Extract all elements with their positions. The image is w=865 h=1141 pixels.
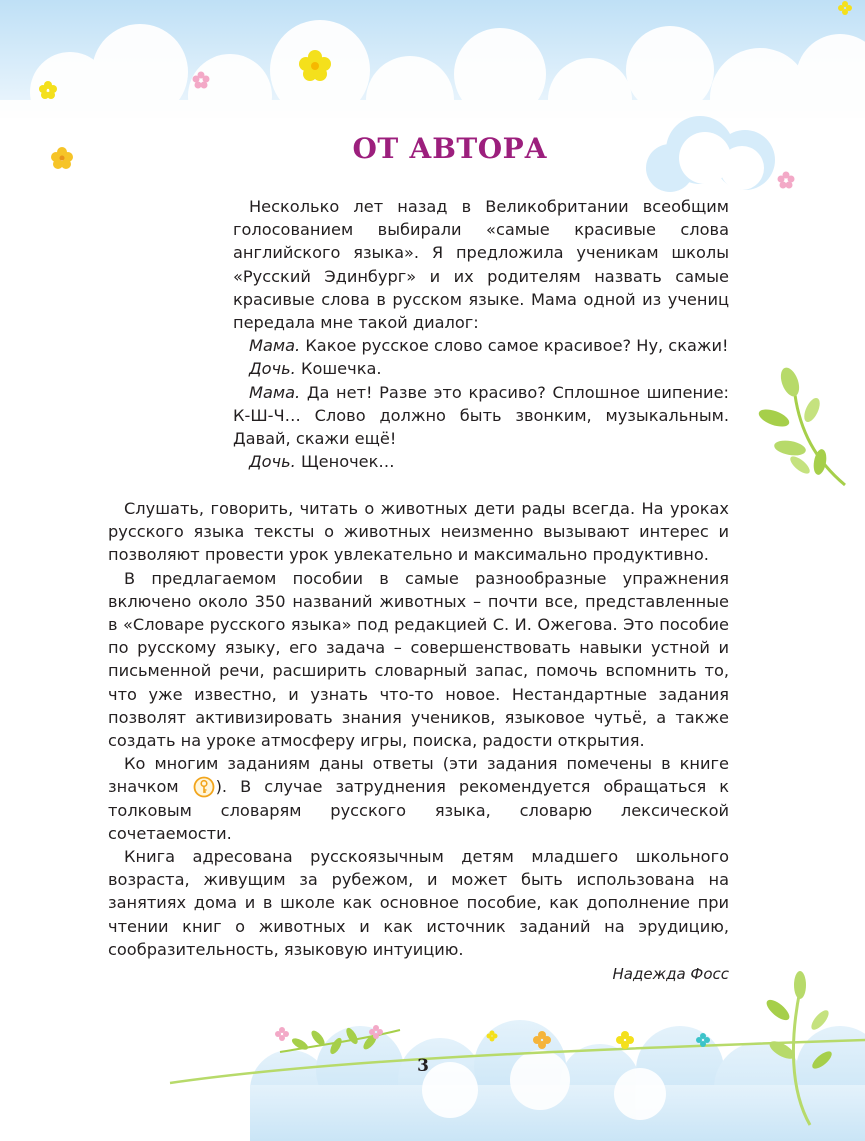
- page-number: 3: [417, 1056, 429, 1076]
- dialog-speaker: Дочь.: [249, 359, 296, 379]
- dialog-line: [233, 357, 729, 380]
- dialog-text: Какое русское слово самое красивое? Ну, скажи!: [300, 336, 729, 356]
- page-title: ОТ АВТОРА: [352, 132, 548, 165]
- dialog-speaker: Мама.: [249, 336, 301, 356]
- dialog-text: Да нет! Разве это красиво? Сплошное шипение: К-Ш-Ч… Слово должно быть звонким, музыкальным. Давай, скажи ещё!: [233, 382, 729, 449]
- main-text: [108, 497, 729, 986]
- paragraph: Слушать, говорить, читать о животных дети рады всегда. На уроках русского языка тексты о животных неизменно вызывают интерес и позволяют провести урок увлекательно и максимально продуктивно.: [108, 499, 729, 565]
- dialog-text: Щеночек…: [295, 452, 395, 472]
- paragraph: В предлагаемом пособии в самые разнообразные упражнения включено около 350 названий животных – почти все, представленные в «Словаре русского языка» под редакцией С. И. Ожегова. Это пособие по русскому языку, его задача – совершенствовать навыки устной и письменной речи, расширить словарный запас, помочь вспомнить то, что уже известно, и узнать что-то новое. Нестандартные задания позволят активизировать знания учеников, языковое чутьё, а также создать на уроке атмосферу игры, поиска, радости открытия.: [108, 568, 729, 751]
- bottom-cloud-band: [170, 971, 865, 1141]
- author-signature: Надежда Фосс: [612, 965, 729, 984]
- paragraph-with-icon: [108, 752, 729, 845]
- paragraph-text: Ко многим заданиям даны ответы (эти задания помечены в книге значком: [108, 754, 729, 797]
- dialog-line: [233, 450, 729, 473]
- dialog-line: [233, 334, 729, 357]
- intro-paragraph: Несколько лет назад в Великобритании всеобщим голосованием выбирали «самые красивые слова английского языка». Я предложила ученикам школы «Русский Эдинбург» и их родителям назвать самые красивые слова в русском языке. Мама одной из учениц передала мне такой диалог:: [233, 197, 729, 333]
- dialog-text: Кошечка.: [295, 359, 382, 379]
- paragraph-text: ). В случае затруднения рекомендуется обращаться к толковым словарям русского языка, словарю лексической сочетаемости.: [108, 777, 730, 843]
- key-in-circle-icon: [193, 776, 215, 798]
- paragraph: Книга адресована русскоязычным детям младшего школьного возраста, живущим за рубежом, и может быть использована на занятиях дома и в школе как основное пособие, как дополнение при чтении книг о животных и как источник заданий на эрудицию, сообразительность, языковую интуицию.: [108, 847, 729, 959]
- leaf-branch-icon: [757, 365, 845, 485]
- dialog-line: [233, 381, 729, 451]
- dialog-speaker: Дочь.: [249, 452, 296, 472]
- intro-block: [233, 195, 729, 473]
- dialog-speaker: Мама.: [249, 382, 301, 402]
